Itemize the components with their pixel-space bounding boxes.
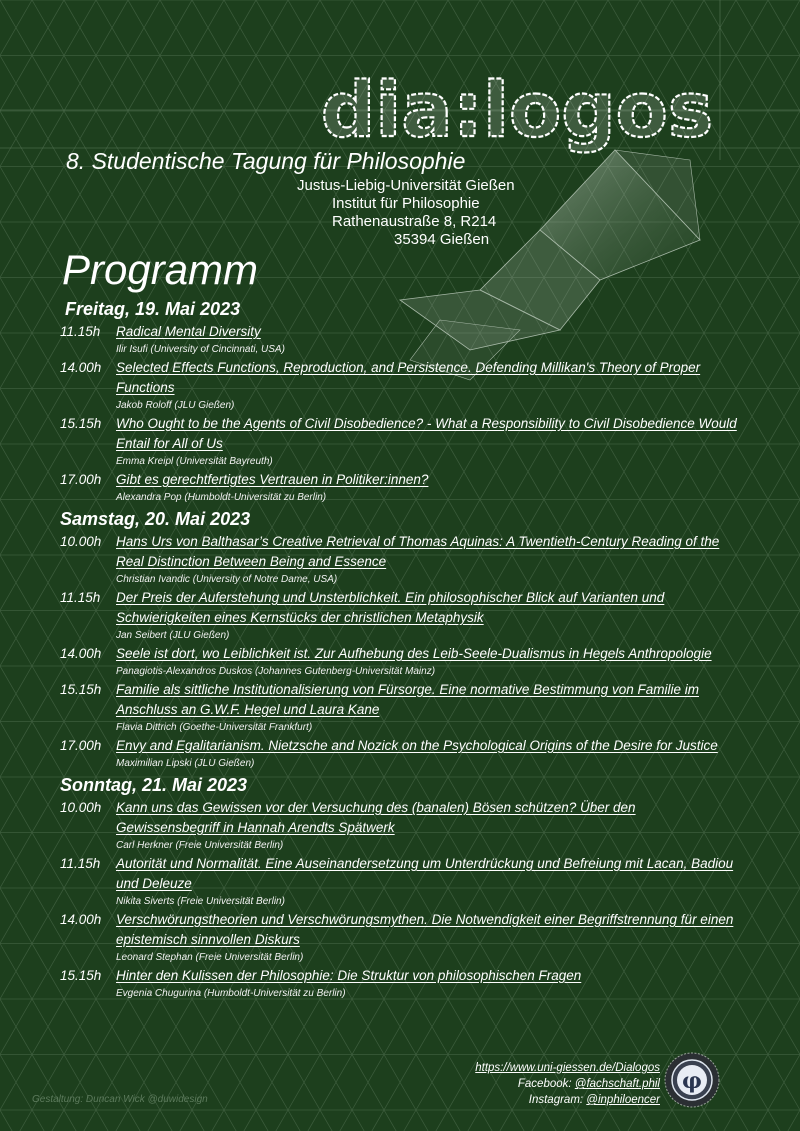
talk-title-link[interactable]: Seele ist dort, wo Leiblichkeit ist. Zur Aufhebung des Leib-Seele-Dualismus in Hegels Anthropologie bbox=[116, 646, 712, 661]
footer-links bbox=[475, 1060, 660, 1108]
talk-speaker: Nikita Siverts (Freie Universität Berlin) bbox=[116, 896, 285, 907]
talk-entry bbox=[60, 470, 740, 506]
talk-speaker: Leonard Stephan (Freie Universität Berlin) bbox=[116, 952, 304, 963]
talk-time: 10.00h bbox=[60, 534, 102, 549]
conference-subtitle: 8. Studentische Tagung für Philosophie bbox=[66, 148, 466, 174]
facebook-link[interactable]: @fachschaft.phil bbox=[574, 1078, 660, 1090]
talk-title-link[interactable]: Gibt es gerechtfertigtes Vertrauen in Politiker:innen? bbox=[116, 472, 429, 487]
talk-speaker: Flavia Dittrich (Goethe-Universität Frankfurt) bbox=[116, 722, 313, 733]
design-credit: Gestaltung: Duncan Wick @duwidesign bbox=[32, 1094, 208, 1105]
program-title: Programm bbox=[62, 246, 259, 293]
talk-speaker: Jakob Roloff (JLU Gießen) bbox=[116, 400, 235, 411]
talk-title-link[interactable]: Der Preis der Auferstehung und Unsterblichkeit. Ein philosophischer Blick auf Varianten und Schwierigkeiten eines Kernstücks der christlichen Metaphysik bbox=[116, 590, 665, 625]
talk-title-link[interactable]: Who Ought to be the Agents of Civil Disobedience? - What a Responsibility to Civil Disobedience Would Entail for All of Us bbox=[116, 416, 737, 451]
talk-entry bbox=[60, 322, 740, 358]
talk-entry bbox=[60, 414, 740, 470]
address-institute: Institut für Philosophie bbox=[332, 195, 480, 212]
program-schedule bbox=[60, 296, 740, 1002]
talk-entry bbox=[60, 532, 740, 588]
day-heading-friday: Freitag, 19. Mai 2023 bbox=[65, 299, 241, 319]
address-university: Justus-Liebig-Universität Gießen bbox=[297, 177, 515, 194]
address-street: Rathenaustraße 8, R214 bbox=[332, 213, 497, 230]
talk-entry bbox=[60, 358, 740, 414]
fachschaft-seal-logo bbox=[664, 1052, 720, 1108]
talk-time: 11.15h bbox=[60, 590, 101, 605]
address-city: 35394 Gießen bbox=[394, 231, 490, 248]
talk-time: 11.15h bbox=[60, 856, 101, 871]
talk-title-link[interactable]: Autorität und Normalität. Eine Auseinandersetzung um Unterdrückung und Befreiung mit Lacan, Badiou und Deleuze bbox=[116, 856, 734, 891]
talk-time: 10.00h bbox=[60, 800, 102, 815]
talk-speaker: Maximilian Lipski (JLU Gießen) bbox=[116, 758, 255, 769]
day-heading-sunday: Sonntag, 21. Mai 2023 bbox=[60, 775, 248, 795]
instagram-link[interactable]: @inphiloencer bbox=[586, 1094, 660, 1106]
talk-time: 11.15h bbox=[60, 324, 101, 339]
day-heading-saturday: Samstag, 20. Mai 2023 bbox=[60, 509, 251, 529]
talk-time: 17.00h bbox=[60, 738, 102, 753]
talk-speaker: Ilir Isufi (University of Cincinnati, USA) bbox=[116, 344, 285, 355]
talk-speaker: Alexandra Pop (Humboldt-Universität zu Berlin) bbox=[116, 492, 327, 503]
talk-time: 17.00h bbox=[60, 472, 102, 487]
phi-symbol: φ bbox=[682, 1068, 702, 1094]
talk-entry bbox=[60, 910, 740, 966]
talk-title-link[interactable]: Hans Urs von Balthasar’s Creative Retrieval of Thomas Aquinas: A Twentieth-Century Reading of the Real Distinction Between Being and Essence bbox=[116, 534, 720, 569]
talk-time: 14.00h bbox=[60, 360, 102, 375]
talk-entry bbox=[60, 588, 740, 644]
talk-title-link[interactable]: Verschwörungstheorien und Verschwörungsmythen. Die Notwendigkeit einer Begriffstrennung für einen epistemisch sinnvollen Diskurs bbox=[116, 912, 734, 947]
facebook-label: Facebook: bbox=[517, 1078, 572, 1090]
talk-entry bbox=[60, 854, 740, 910]
talk-title-link[interactable]: Radical Mental Diversity bbox=[116, 324, 261, 339]
talk-time: 15.15h bbox=[60, 682, 102, 697]
talk-speaker: Christian Ivandic (University of Notre Dame, USA) bbox=[116, 574, 338, 585]
talk-entry bbox=[60, 644, 740, 680]
talk-title-link[interactable]: Selected Effects Functions, Reproduction, and Persistence. Defending Millikan's Theory of Proper Functions bbox=[116, 360, 701, 395]
talk-entry bbox=[60, 736, 740, 772]
talk-time: 15.15h bbox=[60, 416, 102, 431]
talk-speaker: Emma Kreipl (Universität Bayreuth) bbox=[116, 456, 273, 467]
logo-text: dia:logos bbox=[320, 65, 714, 154]
talk-time: 14.00h bbox=[60, 646, 102, 661]
talk-time: 14.00h bbox=[60, 912, 102, 927]
talk-entry bbox=[60, 966, 740, 1002]
talk-title-link[interactable]: Hinter den Kulissen der Philosophie: Die Struktur von philosophischen Fragen bbox=[116, 968, 582, 983]
talk-title-link[interactable]: Familie als sittliche Institutionalisierung von Fürsorge. Eine normative Bestimmung von Familie im Anschluss an G.W.F. Hegel und Laura Kane bbox=[116, 682, 699, 717]
talk-speaker: Evgenia Chugurina (Humboldt-Universität zu Berlin) bbox=[116, 988, 346, 999]
talk-entry bbox=[60, 798, 740, 854]
dialogos-logo bbox=[312, 64, 722, 154]
talk-title-link[interactable]: Envy and Egalitarianism. Nietzsche and Nozick on the Psychological Origins of the Desire for Justice bbox=[116, 738, 718, 753]
talk-speaker: Jan Seibert (JLU Gießen) bbox=[116, 630, 230, 641]
website-link[interactable]: https://www.uni-giessen.de/Dialogos bbox=[475, 1062, 660, 1074]
instagram-label: Instagram: bbox=[528, 1094, 584, 1106]
talk-title-link[interactable]: Kann uns das Gewissen vor der Versuchung des (banalen) Bösen schützen? Über den Gewissensbegriff in Hannah Arendts Spätwerk bbox=[116, 800, 636, 835]
talk-time: 15.15h bbox=[60, 968, 102, 983]
talk-speaker: Carl Herkner (Freie Universität Berlin) bbox=[116, 840, 284, 851]
talk-speaker: Panagiotis-Alexandros Duskos (Johannes Gutenberg-Universität Mainz) bbox=[116, 666, 436, 677]
talk-entry bbox=[60, 680, 740, 736]
address-block bbox=[292, 177, 532, 249]
